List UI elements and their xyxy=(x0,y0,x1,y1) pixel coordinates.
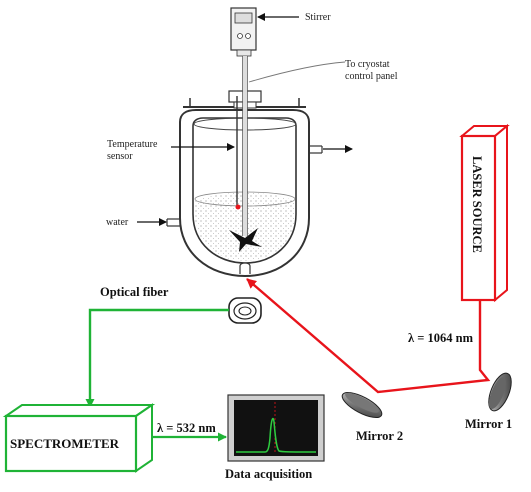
optical-fiber-label: Optical fiber xyxy=(100,285,169,299)
spectrometer-label: SPECTROMETER xyxy=(10,436,120,451)
stirrer-shaft xyxy=(243,56,247,236)
mirror-1-label: Mirror 1 xyxy=(465,417,513,431)
cryostat-label-line2: control panel xyxy=(345,71,398,82)
sensor-tip xyxy=(236,205,241,210)
laser-wavelength-label: λ = 1064 nm xyxy=(408,331,474,345)
fiber-coupler-icon xyxy=(229,298,261,323)
data-monitor-icon xyxy=(228,395,324,461)
stirrer-label: Stirrer xyxy=(305,12,331,23)
stirrer-controller-icon xyxy=(231,8,256,56)
mirror-2-label: Mirror 2 xyxy=(356,429,404,443)
water-label: water xyxy=(106,217,129,228)
signal-wavelength-label: λ = 532 nm xyxy=(157,421,216,435)
optical-fiber-line xyxy=(90,310,229,407)
cryostat-label-line1: To cryostat xyxy=(345,59,390,70)
temperature-sensor-label-line1: Temperature xyxy=(107,139,158,150)
temperature-sensor-label-line2: sensor xyxy=(107,151,133,162)
cryostat-pointer xyxy=(249,62,345,82)
mirror-1-icon xyxy=(484,370,516,414)
laser-source-label: LASER SOURCE xyxy=(470,156,484,253)
data-acquisition-label: Data acquisition xyxy=(225,467,313,481)
